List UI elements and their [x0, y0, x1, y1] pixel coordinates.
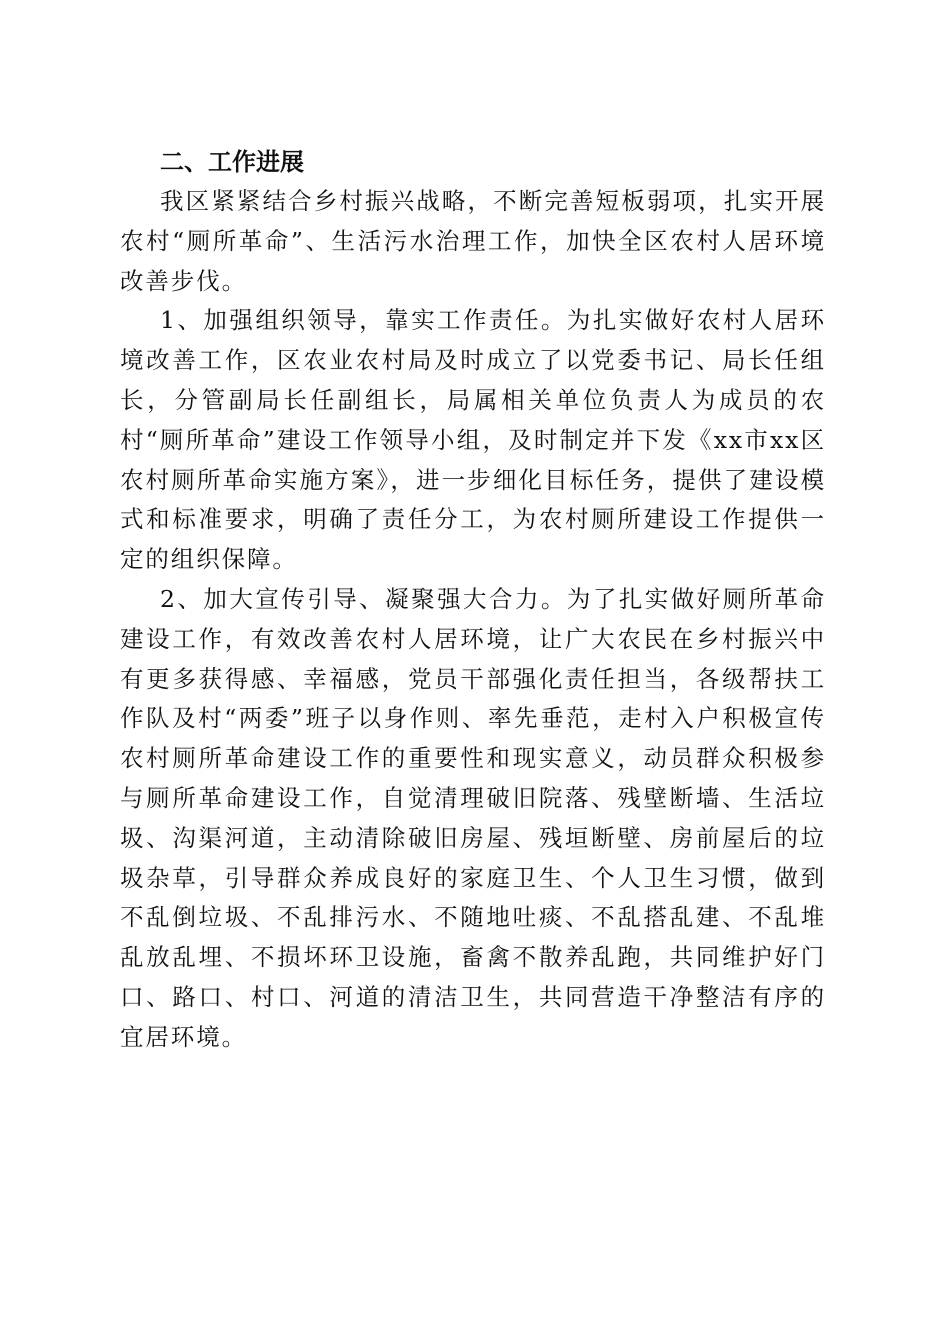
section-heading: 二、工作进展 [160, 148, 304, 176]
intro-paragraph: 我区紧紧结合乡村振兴战略，不断完善短板弱项，扎实开展农村“厕所革命”、生活污水治理工作，加快全区农村人居环境改善步伐。 [120, 187, 826, 295]
document-body [120, 142, 826, 1058]
publicity-guidance-paragraph: 2、加大宣传引导、凝聚强大合力。为了扎实做好厕所革命建设工作，有效改善农村人居环境，让广大农民在乡村振兴中有更多获得感、幸福感，党员干部强化责任担当，各级帮扶工作队及村“两委”班子以身作则、率先垂范，走村入户积极宣传农村厕所革命建设工作的重要性和现实意义，动员群众积极参与厕所革命建设工作，自觉清理破旧院落、残壁断墙、生活垃圾、沟渠河道，主动清除破旧房屋、残垣断壁、房前屋后的垃圾杂草，引导群众养成良好的家庭卫生、个人卫生习惯，做到不乱倒垃圾、不乱排污水、不随地吐痰、不乱搭乱建、不乱堆乱放乱埋、不损坏环卫设施，畜禽不散养乱跑，共同维护好门口、路口、村口、河道的清洁卫生，共同营造干净整洁有序的宜居环境。 [120, 584, 826, 1051]
organization-leadership-paragraph: 1、加强组织领导，靠实工作责任。为扎实做好农村人居环境改善工作，区农业农村局及时成立了以党委书记、局长任组长，分管副局长任副组长，局属相关单位负责人为成员的农村“厕所革命”建设工作领导小组，及时制定并下发《xx市xx区农村厕所革命实施方案》，进一步细化目标任务，提供了建设模式和标准要求，明确了责任分工，为农村厕所建设工作提供一定的组织保障。 [120, 306, 826, 574]
